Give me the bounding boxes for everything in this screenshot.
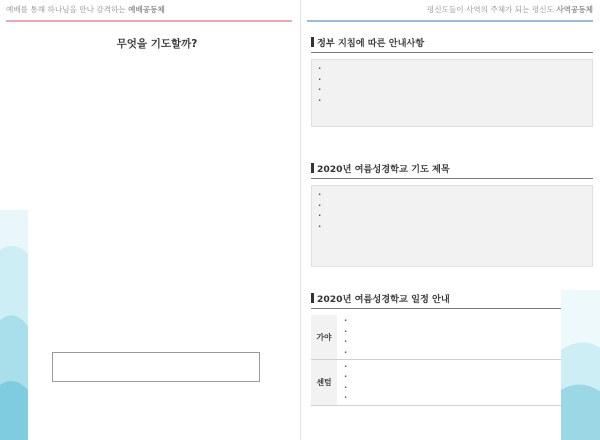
guide-item: [318, 85, 586, 96]
schedule-row: •: [344, 328, 348, 335]
campus-label: 센텀: [311, 360, 337, 405]
prayer-item: [318, 211, 586, 222]
sea-waves-image: [561, 290, 600, 440]
guide-box: [311, 59, 593, 127]
prayer-section: [311, 162, 593, 267]
essay-body: [52, 62, 262, 340]
schedule-row: •: [344, 374, 348, 381]
prayer-item: [318, 190, 586, 201]
schedule-campus-row: [311, 315, 593, 360]
essay-paragraph: [52, 222, 262, 256]
schedule-section-title-text: 2020년 여름성경학교 일정 안내: [317, 294, 450, 305]
schedule-row: •: [344, 339, 348, 346]
guide-subitem: [318, 106, 586, 117]
right-running-head: [427, 3, 593, 17]
essay-paragraph: [52, 142, 262, 176]
right-page: [300, 0, 600, 440]
guide-item: [318, 64, 586, 75]
right-running-head-emphasis: 사역공동체: [556, 5, 593, 14]
schedule-row: •: [344, 363, 348, 370]
essay-paragraph: [52, 102, 262, 136]
left-header-rule: [6, 20, 292, 22]
prayer-item: [318, 222, 586, 233]
schedule-campus-row: [311, 360, 593, 405]
right-running-head-text: 평신도들이 사역의 주체가 되는 평신도: [426, 5, 557, 14]
campus-sessions: [337, 360, 593, 405]
prayer-item: [318, 201, 586, 212]
essay-paragraph: [52, 62, 262, 96]
essay-title: 무엇을 기도할까?: [116, 38, 198, 50]
guide-section-title: [311, 36, 593, 53]
essay-paragraph: [52, 182, 262, 216]
prayer-section-title: [311, 162, 593, 179]
guide-item: [318, 75, 586, 86]
prayer-box: [311, 185, 593, 267]
section-marker: [311, 293, 314, 303]
guide-item: [318, 96, 586, 107]
section-marker: [311, 37, 314, 47]
schedule-table: [311, 315, 593, 406]
schedule-row: •: [344, 395, 348, 402]
sea-waves-image: [0, 210, 28, 440]
schedule-row: •: [344, 384, 348, 391]
prayer-section-title-text: 2020년 여름성경학교 기도 제목: [317, 164, 450, 175]
guide-section-title-text: 정부 지침에 따른 안내사항: [317, 38, 425, 49]
notice-box: [52, 352, 260, 382]
schedule-row: •: [344, 350, 348, 357]
guide-section: [311, 36, 593, 127]
left-running-head-emphasis: 예배공동체: [128, 5, 165, 14]
campus-label: 가야: [311, 315, 337, 360]
schedule-section: [311, 292, 593, 411]
schedule-section-title: [311, 292, 593, 309]
right-header-rule: [307, 20, 593, 22]
section-marker: [311, 163, 314, 173]
left-running-head-text: 예배를 통해 하나님을 만나 감격하는: [6, 5, 129, 14]
campus-sessions: [337, 315, 593, 360]
left-running-head: [6, 3, 165, 17]
schedule-row: •: [344, 318, 348, 325]
essay-article: [52, 28, 262, 436]
